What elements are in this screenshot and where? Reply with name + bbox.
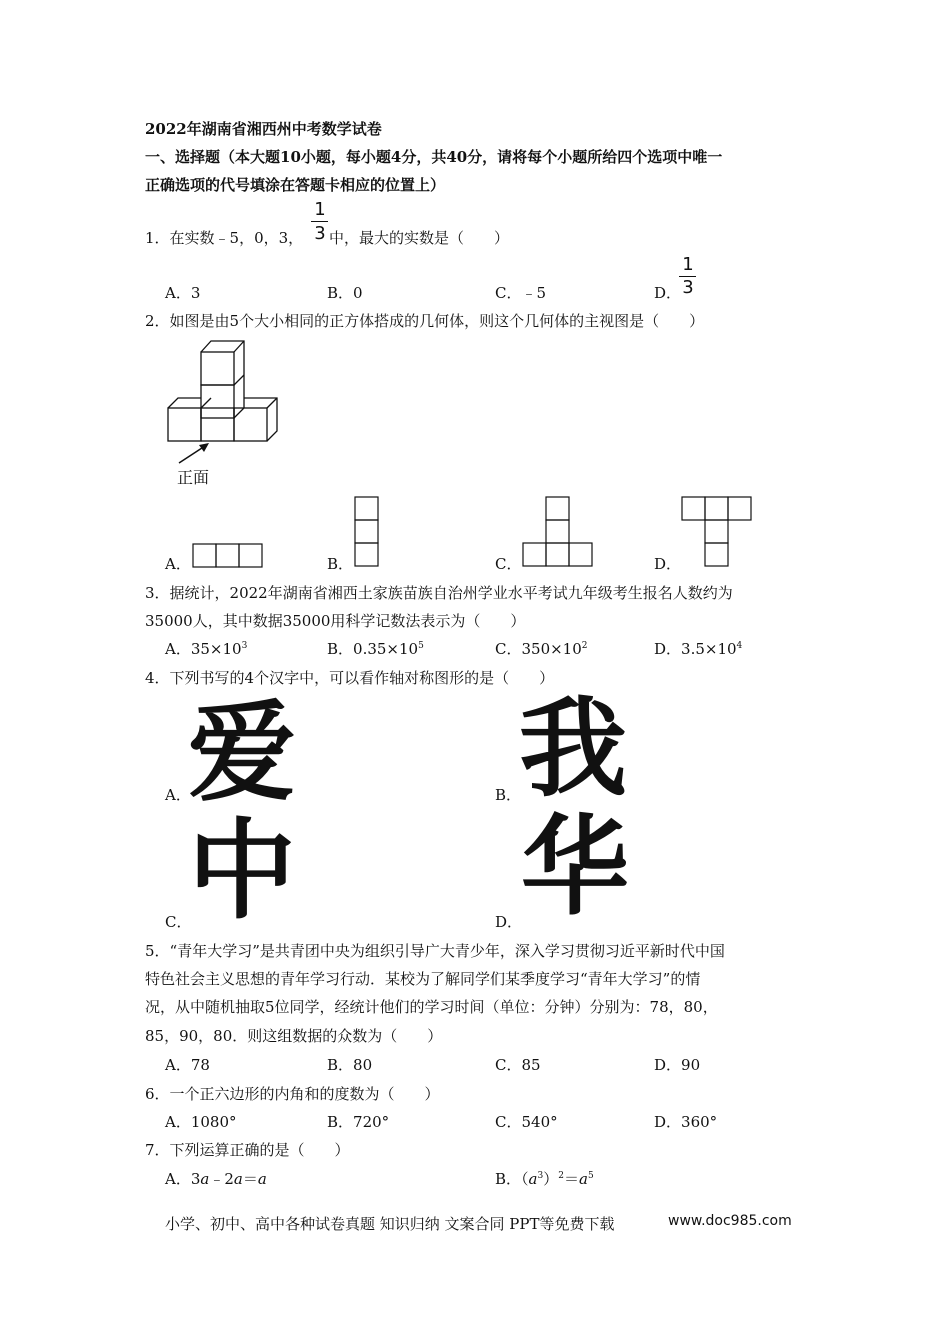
q5-line1: 5．“青年大学习”是共青团中央为组织引导广大青少年，深入学习贯彻习近平新时代中国 — [145, 942, 725, 960]
q3-option-a: A．$35\times 10^3$ — [165, 640, 248, 658]
q1-option-c: C．﹣5 — [495, 284, 547, 302]
q6-stem: 6．一个正六边形的内角和的度数为（ ） — [145, 1085, 440, 1103]
q1-option-d: D． — [654, 284, 682, 302]
section-heading-line2: 正确选项的代号填涂在答题卡相应的位置上） — [145, 176, 446, 194]
q4-char-hua: 华 — [521, 805, 630, 930]
q5-option-d: D．90 — [654, 1056, 701, 1074]
q2-option-c: C． — [495, 555, 522, 573]
q1-stem-before: 1．在实数﹣5，0，3， — [145, 229, 304, 247]
q4-option-d: D． — [495, 913, 523, 931]
q1-fraction-denominator: 3 — [314, 223, 326, 244]
q3-option-c: C．$350\times 10^2$ — [495, 640, 588, 658]
front-label: 正面 — [177, 468, 210, 487]
q2-option-a: A． — [165, 555, 191, 573]
q3-line1: 3．据统计，2022年湖南省湘西土家族苗族自治州学业水平考试九年级考生报名人数约为 — [145, 584, 733, 602]
q4-option-c: C． — [165, 913, 192, 931]
q6-option-a: A．1080° — [165, 1113, 237, 1131]
q3-option-b: B．$0.35\times 10^5$ — [327, 640, 424, 658]
q2-cube-figure — [160, 335, 290, 445]
q4-stem: 4．下列书写的4个汉字中，可以看作轴对称图形的是（ ） — [145, 669, 555, 687]
q1-option-d-denominator: 3 — [682, 277, 694, 298]
q5-line2: 特色社会主义思想的青年学习行动．某校为了解同学们某季度学习“青年大学习”的情 — [145, 970, 701, 988]
q4-char-zhong: 中 — [188, 809, 297, 934]
q3-line2: 35000人，其中数据35000用科学记数法表示为（ ） — [145, 612, 526, 630]
q6-option-b: B．720° — [327, 1113, 390, 1131]
q2-option-c-view — [521, 496, 597, 570]
q5-option-b: B．80 — [327, 1056, 373, 1074]
q5-option-c: C．85 — [495, 1056, 541, 1074]
q1-stem-after: 中，最大的实数是（ ） — [329, 229, 510, 247]
q2-option-d: D． — [654, 555, 682, 573]
q7-option-a: A．3a﹣2a＝a — [165, 1170, 267, 1188]
q4-option-a: A． — [165, 786, 191, 804]
q1-option-a: A．3 — [165, 284, 201, 302]
q5-line3: 况，从中随机抽取5位同学，经统计他们的学习时间（单位：分钟）分别为：78，80， — [145, 998, 718, 1016]
q1-option-b: B．0 — [327, 284, 363, 302]
q2-option-b: B． — [327, 555, 354, 573]
q2-option-a-view — [192, 543, 266, 569]
q7-option-b: B．$(a^3)^2=a^5$ — [495, 1170, 594, 1188]
q5-line4: 85，90，80．则这组数据的众数为（ ） — [145, 1027, 443, 1045]
q4-char-ai: 爱 — [188, 691, 297, 816]
q1-option-d-numerator: 1 — [682, 254, 694, 275]
q5-option-a: A．78 — [165, 1056, 210, 1074]
q2-option-d-view — [681, 496, 757, 570]
q4-char-wo: 我 — [519, 687, 628, 812]
q4-option-b: B． — [495, 786, 522, 804]
page-title: 2022年湖南省湘西州中考数学试卷 — [145, 120, 382, 138]
front-arrow-icon — [175, 443, 215, 465]
q1-fraction-bar — [311, 221, 328, 222]
q1-fraction-numerator: 1 — [314, 199, 326, 220]
q2-stem: 2．如图是由5个大小相同的正方体搭成的几何体，则这个几何体的主视图是（ ） — [145, 312, 705, 330]
section-heading-line1: 一、选择题（本大题10小题，每小题4分，共40分，请将每个小题所给四个选项中唯一 — [145, 148, 723, 166]
q6-option-d: D．360° — [654, 1113, 718, 1131]
footer-url[interactable]: www.doc985.com — [668, 1213, 792, 1229]
q2-option-b-view — [354, 496, 382, 570]
q3-option-d: D．$3.5\times 10^4$ — [654, 640, 743, 658]
q7-stem: 7．下列运算正确的是（ ） — [145, 1141, 350, 1159]
footer-text: 小学、初中、高中各种试卷真题 知识归纳 文案合同 PPT等免费下载 — [165, 1215, 615, 1233]
q6-option-c: C．540° — [495, 1113, 558, 1131]
